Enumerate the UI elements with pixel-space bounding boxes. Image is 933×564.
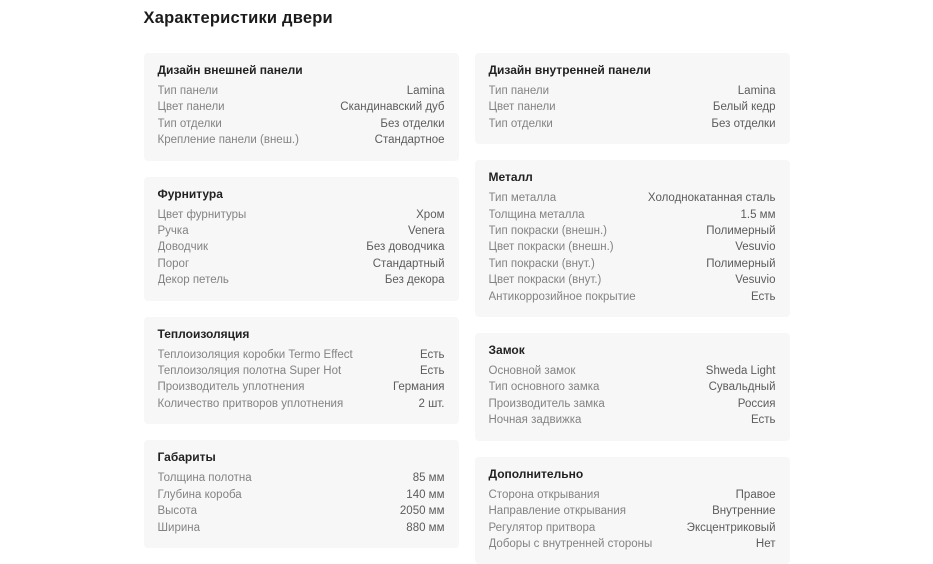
spec-row [489,223,776,239]
spec-row [489,116,776,132]
spec-value: Правое [735,488,776,501]
spec-grid [144,53,790,564]
spec-row [158,487,445,503]
spec-label: Толщина металла [488,208,585,221]
spec-label: Крепление панели (внеш.) [157,134,299,147]
card-rows [489,83,776,132]
spec-label: Регулятор притвора [488,521,596,534]
spec-label: Доборы с внутренней стороны [488,537,653,550]
spec-value: Есть [419,348,445,361]
spec-label: Ночная задвижка [488,414,582,427]
spec-row [489,272,776,288]
card-rows [158,83,445,149]
spec-value: 85 мм [412,472,445,485]
spec-value: Lamina [406,85,445,97]
spec-label: Производитель уплотнения [157,381,305,394]
spec-row [158,470,445,486]
spec-card-0-2 [144,317,459,425]
spec-label: Глубина короба [157,488,242,501]
spec-value: Есть [750,414,776,427]
spec-row [489,520,776,536]
spec-row [489,503,776,519]
spec-label: Теплоизоляция коробки Termo Effect [157,348,353,361]
spec-value: Стандартный [372,257,445,270]
spec-value: Россия [737,397,776,410]
spec-row [158,239,445,255]
spec-label: Декор петель [157,274,229,287]
spec-column-right [475,53,790,564]
spec-label: Тип металла [488,192,557,205]
spec-label: Сторона открывания [488,488,600,501]
spec-label: Тип отделки [157,117,222,130]
spec-label: Цвет покраски (внут.) [488,274,602,287]
spec-value: Vesuvio [735,241,776,254]
spec-label: Тип отделки [488,117,553,130]
spec-value: Полимерный [706,225,776,238]
spec-label: Теплоизоляция полотна Super Hot [157,365,342,378]
spec-label: Антикоррозийное покрытие [488,290,636,303]
spec-label: Цвет фурнитуры [157,208,247,221]
spec-row [489,83,776,99]
spec-card-1-0 [475,53,790,144]
spec-row [158,347,445,363]
spec-row [489,207,776,223]
spec-value: Германия [392,381,445,394]
spec-card-1-1 [475,160,790,317]
spec-row [489,256,776,272]
spec-value: Полимерный [706,257,776,270]
spec-value: Скандинавский дуб [340,101,445,114]
spec-label: Основной замок [488,365,576,378]
card-title: Дизайн внутренней панели [488,63,651,77]
spec-row [158,272,445,288]
card-title: Теплоизоляция [157,326,250,341]
spec-card-0-0 [144,53,459,161]
spec-value: 1.5 мм [740,208,776,221]
spec-row [158,379,445,395]
spec-card-0-1 [144,177,459,301]
card-title: Дополнительно [488,466,584,481]
spec-value: Внутренние [712,505,776,518]
card-title: Фурнитура [157,186,223,201]
spec-value: Без отделки [380,117,445,130]
spec-label: Цвет панели [157,101,225,114]
spec-row [158,132,445,148]
spec-value: Без доводчика [366,241,445,254]
spec-value: Хром [416,208,445,221]
card-title: Замок [488,343,525,358]
spec-value: 140 мм [406,488,445,501]
spec-value: Venera [408,225,445,238]
spec-value: Без декора [384,274,445,287]
page-title: Характеристики двери [143,9,333,27]
spec-row [489,190,776,206]
spec-label: Порог [157,257,190,270]
spec-row [158,223,445,239]
spec-label: Толщина полотна [157,472,252,485]
spec-label: Цвет покраски (внешн.) [488,241,614,254]
card-rows [489,190,776,305]
spec-row [489,99,776,115]
spec-value: Есть [750,290,776,303]
spec-label: Высота [157,505,197,518]
spec-value: Белый кедр [712,101,776,114]
spec-value: Эксцентриковый [686,521,776,534]
spec-label: Тип панели [157,85,218,97]
spec-row [158,207,445,223]
spec-row [158,83,445,99]
spec-label: Тип основного замка [488,381,600,394]
spec-label: Тип панели [488,85,549,97]
spec-label: Направление открывания [488,505,627,518]
spec-label: Тип покраски (внут.) [488,257,595,270]
card-rows [489,487,776,553]
spec-label: Тип покраски (внешн.) [488,225,607,238]
spec-value: 2050 мм [399,505,445,518]
spec-value: Vesuvio [735,274,776,287]
spec-label: Цвет панели [488,101,556,114]
spec-card-1-3 [475,457,790,564]
spec-row [489,536,776,552]
spec-row [489,412,776,428]
spec-row [158,396,445,412]
spec-row [158,256,445,272]
spec-value: Стандартное [374,134,445,147]
spec-row [158,520,445,536]
spec-value: 2 шт. [418,397,445,410]
card-rows [158,470,445,536]
spec-page [144,0,790,564]
card-title: Дизайн внешней панели [157,63,303,77]
spec-value: Lamina [737,85,776,97]
spec-column-left [144,53,459,548]
spec-value: Без отделки [711,117,776,130]
card-title: Габариты [157,450,216,465]
spec-row [158,99,445,115]
spec-row [489,487,776,503]
spec-label: Ручка [157,225,189,238]
spec-row [158,503,445,519]
spec-card-1-2 [475,333,790,441]
spec-label: Количество притворов уплотнения [157,397,344,410]
spec-value: Shweda Light [705,365,776,378]
spec-value: Холоднокатанная сталь [647,192,776,205]
spec-card-0-3 [144,440,459,548]
spec-value: Сувальдный [708,381,776,394]
spec-row [158,116,445,132]
spec-value: Есть [419,365,445,378]
spec-label: Ширина [157,521,201,534]
spec-value: Нет [755,537,776,550]
spec-row [489,379,776,395]
spec-label: Производитель замка [488,397,605,410]
card-rows [158,347,445,413]
spec-row [158,363,445,379]
spec-row [489,289,776,305]
spec-value: 880 мм [406,521,445,534]
spec-row [489,363,776,379]
spec-row [489,396,776,412]
card-rows [489,363,776,429]
card-rows [158,207,445,289]
spec-row [489,239,776,255]
card-title: Металл [488,170,533,185]
spec-label: Доводчик [157,241,209,254]
